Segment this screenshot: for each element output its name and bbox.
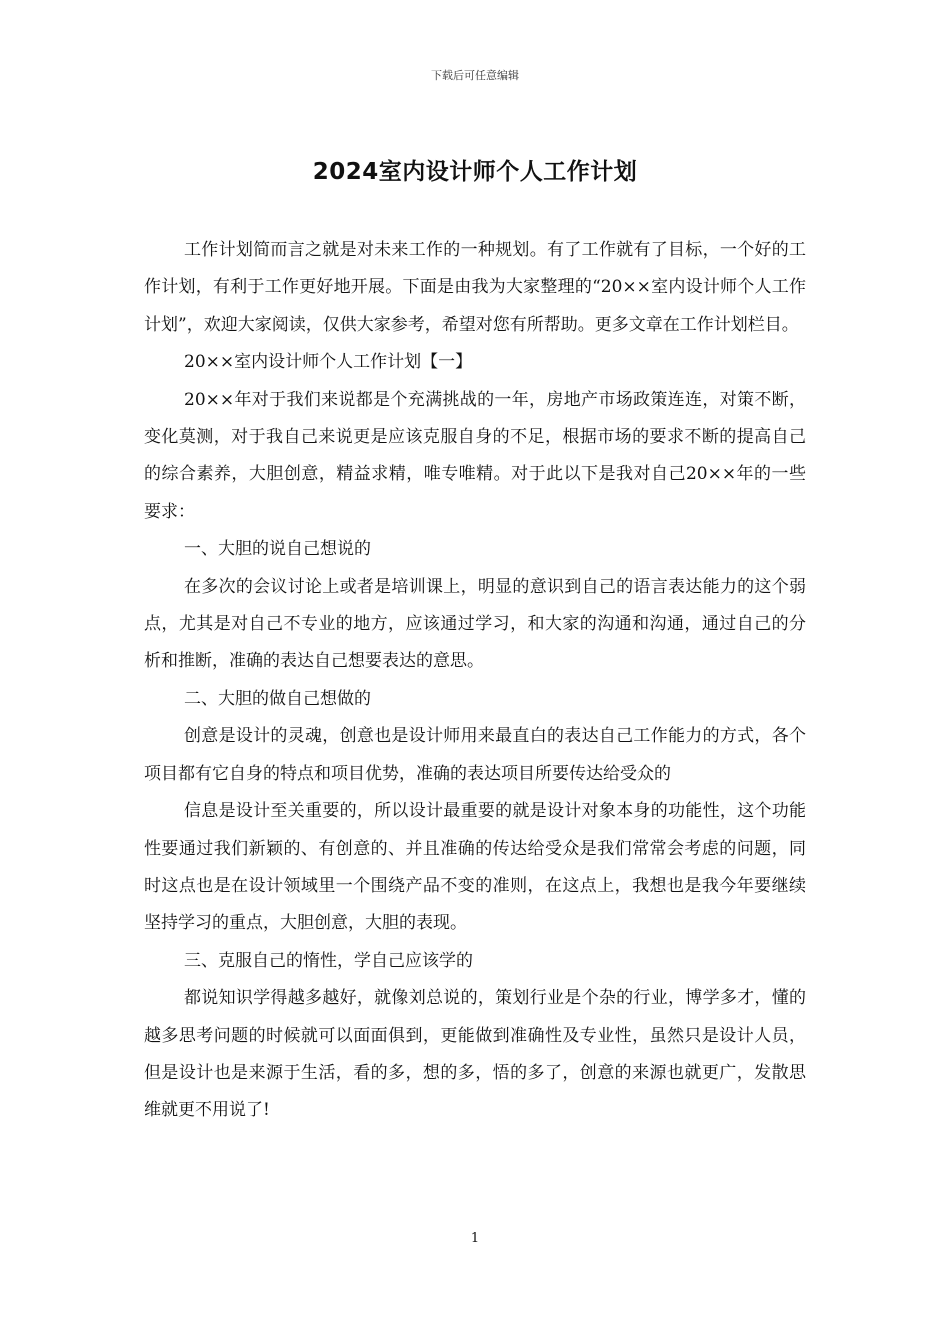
body-paragraph: 创意是设计的灵魂，创意也是设计师用来最直白的表达自己工作能力的方式，各个项目都有它自身的特点和项目优势，准确的表达项目所要传达给受众的: [144, 726, 806, 784]
section-heading: 20××室内设计师个人工作计划【一】: [184, 352, 473, 373]
page-number: 1: [470, 1231, 480, 1246]
header-note: 下载后可任意编辑: [431, 69, 519, 82]
body-paragraph: 在多次的会议讨论上或者是培训课上，明显的意识到自己的语言表达能力的这个弱点，尤其是对自己不专业的地方，应该通过学习，和大家的沟通和沟通，通过自己的分析和推断，准确的表达自己想要表达的意思。: [144, 576, 806, 672]
body-paragraph: 信息是设计至关重要的，所以设计最重要的就是设计对象本身的功能性，这个功能性要通过我们新颖的、有创意的、并且准确的传达给受众是我们常常会考虑的问题，同时这点也是在设计领域里一个围绕产品不变的准则，在这点上，我想也是我今年要继续坚持学习的重点，大胆创意，大胆的表现。: [144, 801, 806, 934]
section-heading: 二、大胆的做自己想做的: [184, 688, 371, 709]
document-body: [144, 232, 806, 1130]
intro-paragraph: 工作计划简而言之就是对未来工作的一种规划。有了工作就有了目标，一个好的工作计划，有利于工作更好地开展。下面是由我为大家整理的“20××室内设计师个人工作计划”，欢迎大家阅读，仅供大家参考，希望对您有所帮助。更多文章在工作计划栏目。: [144, 240, 806, 335]
section-heading: 三、克服自己的惰性，学自己应该学的: [184, 950, 473, 971]
page-title: 2024室内设计师个人工作计划: [312, 159, 638, 185]
body-paragraph: 20××年对于我们来说都是个充满挑战的一年，房地产市场政策连连，对策不断，变化莫测，对于我自己来说更是应该克服自身的不足，根据市场的要求不断的提高自己的综合素养，大胆创意，精益求精，唯专唯精。对于此以下是我对自己20××年的一些要求：: [144, 389, 806, 522]
section-heading: 一、大胆的说自己想说的: [184, 539, 371, 560]
body-paragraph: 都说知识学得越多越好，就像刘总说的，策划行业是个杂的行业，博学多才，懂的越多思考问题的时候就可以面面俱到，更能做到准确性及专业性，虽然只是设计人员，但是设计也是来源于生活，看的多，想的多，悟的多了，创意的来源也就更广，发散思维就更不用说了!: [144, 988, 806, 1121]
